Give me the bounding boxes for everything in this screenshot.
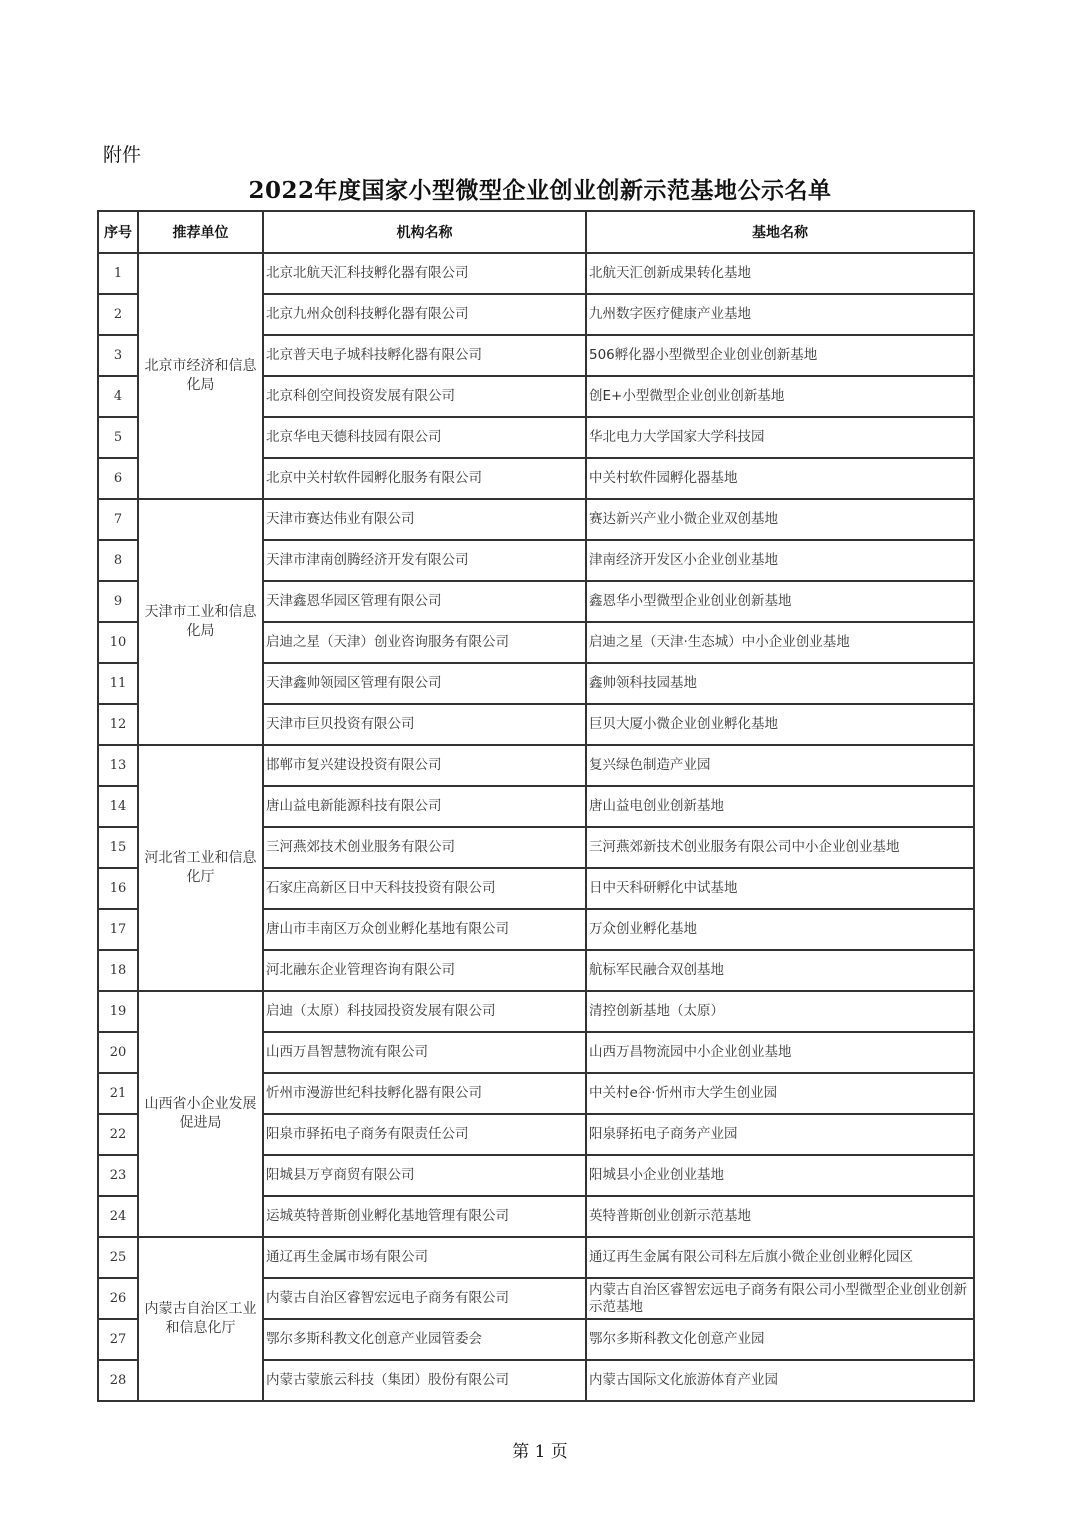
row-org-name: 天津市津南创腾经济开发有限公司 xyxy=(263,540,586,581)
row-base-name: 巨贝大厦小微企业创业孵化基地 xyxy=(586,704,974,745)
recommending-unit: 山西省小企业发展促进局 xyxy=(138,991,263,1237)
row-base-name: 九州数字医疗健康产业基地 xyxy=(586,294,974,335)
row-base-name: 内蒙古自治区睿智宏远电子商务有限公司小型微型企业创业创新示范基地 xyxy=(586,1278,974,1319)
row-org-name: 启迪之星（天津）创业咨询服务有限公司 xyxy=(263,622,586,663)
row-base-name: 日中天科研孵化中试基地 xyxy=(586,868,974,909)
header-seq: 序号 xyxy=(98,211,138,253)
row-base-name: 启迪之星（天津·生态城）中小企业创业基地 xyxy=(586,622,974,663)
row-seq: 28 xyxy=(98,1360,138,1401)
row-seq: 16 xyxy=(98,868,138,909)
page-number: 第 1 页 xyxy=(512,1442,568,1462)
row-seq: 12 xyxy=(98,704,138,745)
row-org-name: 通辽再生金属市场有限公司 xyxy=(263,1237,586,1278)
row-seq: 1 xyxy=(98,253,138,294)
recommending-unit: 河北省工业和信息化厅 xyxy=(138,745,263,991)
row-org-name: 天津鑫帅领园区管理有限公司 xyxy=(263,663,586,704)
row-org-name: 北京九州众创科技孵化器有限公司 xyxy=(263,294,586,335)
recommending-unit: 北京市经济和信息化局 xyxy=(138,253,263,499)
row-seq: 7 xyxy=(98,499,138,540)
table-row xyxy=(98,1237,974,1278)
recommending-unit: 内蒙古自治区工业和信息化厅 xyxy=(138,1237,263,1401)
row-base-name: 鑫恩华小型微型企业创业创新基地 xyxy=(586,581,974,622)
header-unit: 推荐单位 xyxy=(138,211,263,253)
row-base-name: 内蒙古国际文化旅游体育产业园 xyxy=(586,1360,974,1401)
attachment-label: 附件 xyxy=(103,144,142,166)
row-base-name: 英特普斯创业创新示范基地 xyxy=(586,1196,974,1237)
row-org-name: 北京科创空间投资发展有限公司 xyxy=(263,376,586,417)
row-seq: 25 xyxy=(98,1237,138,1278)
row-base-name: 津南经济开发区小企业创业基地 xyxy=(586,540,974,581)
row-seq: 22 xyxy=(98,1114,138,1155)
row-seq: 27 xyxy=(98,1319,138,1360)
table-header-row xyxy=(98,211,974,253)
row-org-name: 唐山益电新能源科技有限公司 xyxy=(263,786,586,827)
row-base-name: 中关村e谷·忻州市大学生创业园 xyxy=(586,1073,974,1114)
row-base-name: 复兴绿色制造产业园 xyxy=(586,745,974,786)
row-org-name: 阳泉市驿拓电子商务有限责任公司 xyxy=(263,1114,586,1155)
header-base: 基地名称 xyxy=(586,211,974,253)
row-base-name: 唐山益电创业创新基地 xyxy=(586,786,974,827)
row-org-name: 邯郸市复兴建设投资有限公司 xyxy=(263,745,586,786)
row-seq: 24 xyxy=(98,1196,138,1237)
row-base-name: 三河燕郊新技术创业服务有限公司中小企业创业基地 xyxy=(586,827,974,868)
row-org-name: 天津市巨贝投资有限公司 xyxy=(263,704,586,745)
row-org-name: 启迪（太原）科技园投资发展有限公司 xyxy=(263,991,586,1032)
row-base-name: 北航天汇创新成果转化基地 xyxy=(586,253,974,294)
row-seq: 26 xyxy=(98,1278,138,1319)
row-org-name: 运城英特普斯创业孵化基地管理有限公司 xyxy=(263,1196,586,1237)
row-org-name: 北京中关村软件园孵化服务有限公司 xyxy=(263,458,586,499)
row-base-name: 鑫帅领科技园基地 xyxy=(586,663,974,704)
row-org-name: 内蒙古蒙旅云科技（集团）股份有限公司 xyxy=(263,1360,586,1401)
row-seq: 10 xyxy=(98,622,138,663)
row-seq: 18 xyxy=(98,950,138,991)
header-org: 机构名称 xyxy=(263,211,586,253)
recommending-unit: 天津市工业和信息化局 xyxy=(138,499,263,745)
row-base-name: 赛达新兴产业小微企业双创基地 xyxy=(586,499,974,540)
row-org-name: 阳城县万亨商贸有限公司 xyxy=(263,1155,586,1196)
row-seq: 6 xyxy=(98,458,138,499)
row-base-name: 清控创新基地（太原） xyxy=(586,991,974,1032)
row-seq: 15 xyxy=(98,827,138,868)
row-seq: 8 xyxy=(98,540,138,581)
row-org-name: 北京北航天汇科技孵化器有限公司 xyxy=(263,253,586,294)
row-org-name: 石家庄高新区日中天科技投资有限公司 xyxy=(263,868,586,909)
table-row xyxy=(98,499,974,540)
row-org-name: 山西万昌智慧物流有限公司 xyxy=(263,1032,586,1073)
row-seq: 19 xyxy=(98,991,138,1032)
row-org-name: 鄂尔多斯科教文化创意产业园管委会 xyxy=(263,1319,586,1360)
row-org-name: 河北融东企业管理咨询有限公司 xyxy=(263,950,586,991)
row-seq: 21 xyxy=(98,1073,138,1114)
row-seq: 5 xyxy=(98,417,138,458)
table-row xyxy=(98,253,974,294)
row-base-name: 阳城县小企业创业基地 xyxy=(586,1155,974,1196)
row-org-name: 唐山市丰南区万众创业孵化基地有限公司 xyxy=(263,909,586,950)
row-base-name: 通辽再生金属有限公司科左后旗小微企业创业孵化园区 xyxy=(586,1237,974,1278)
row-base-name: 万众创业孵化基地 xyxy=(586,909,974,950)
row-seq: 20 xyxy=(98,1032,138,1073)
row-base-name: 华北电力大学国家大学科技园 xyxy=(586,417,974,458)
row-org-name: 忻州市漫游世纪科技孵化器有限公司 xyxy=(263,1073,586,1114)
row-base-name: 创E+小型微型企业创业创新基地 xyxy=(586,376,974,417)
row-org-name: 三河燕郊技术创业服务有限公司 xyxy=(263,827,586,868)
row-org-name: 北京华电天德科技园有限公司 xyxy=(263,417,586,458)
row-seq: 11 xyxy=(98,663,138,704)
row-seq: 14 xyxy=(98,786,138,827)
row-seq: 17 xyxy=(98,909,138,950)
row-seq: 2 xyxy=(98,294,138,335)
base-list-table xyxy=(97,210,975,1402)
row-base-name: 中关村软件园孵化器基地 xyxy=(586,458,974,499)
row-org-name: 天津市赛达伟业有限公司 xyxy=(263,499,586,540)
row-base-name: 鄂尔多斯科教文化创意产业园 xyxy=(586,1319,974,1360)
row-seq: 9 xyxy=(98,581,138,622)
row-org-name: 天津鑫恩华园区管理有限公司 xyxy=(263,581,586,622)
row-base-name: 山西万昌物流园中小企业创业基地 xyxy=(586,1032,974,1073)
row-base-name: 航标军民融合双创基地 xyxy=(586,950,974,991)
row-base-name: 506孵化器小型微型企业创业创新基地 xyxy=(586,335,974,376)
table-row xyxy=(98,991,974,1032)
page-title: 2022年度国家小型微型企业创业创新示范基地公示名单 xyxy=(248,177,832,204)
table-row xyxy=(98,745,974,786)
row-base-name: 阳泉驿拓电子商务产业园 xyxy=(586,1114,974,1155)
row-seq: 23 xyxy=(98,1155,138,1196)
row-seq: 3 xyxy=(98,335,138,376)
row-seq: 4 xyxy=(98,376,138,417)
row-org-name: 内蒙古自治区睿智宏远电子商务有限公司 xyxy=(263,1278,586,1319)
row-seq: 13 xyxy=(98,745,138,786)
row-org-name: 北京普天电子城科技孵化器有限公司 xyxy=(263,335,586,376)
table-body xyxy=(98,253,974,1401)
